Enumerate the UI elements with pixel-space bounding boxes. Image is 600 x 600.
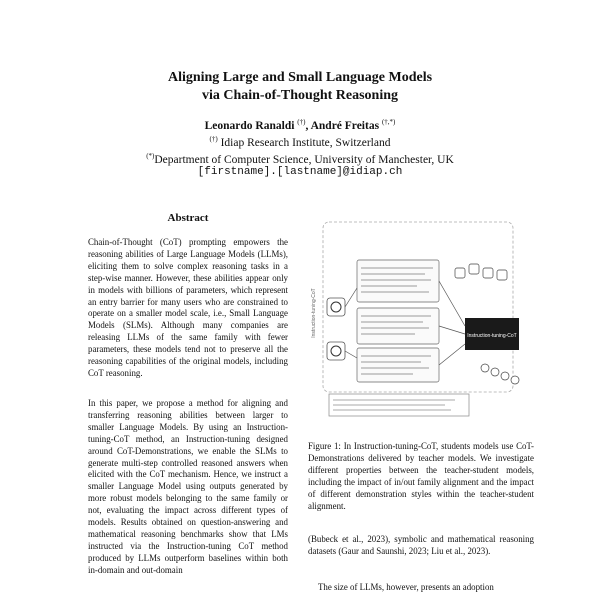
demonstration-panel-3: [357, 348, 439, 382]
figure-1-caption: Figure 1: In Instruction-tuning-CoT, students models use CoT-Demonstrations delivered by teacher models. We investigate different properties between the teacher-student models, including the impact of in/out family alignment and the impact of different demonstration styles within the teacher-student alignment.: [308, 441, 534, 511]
author-1: Leonardo Ranaldi: [204, 119, 295, 132]
abstract-paragraph-1: Chain-of-Thought (CoT) prompting empowers the reasoning abilities of Large Language Models (LLMs), eliciting them to solve complex reasoning tasks in a step-wise manner. However, these abilities appear only in models with billions of parameters, which represent an entry barrier for many users who are constrained to operate on a smaller model scale, i.e., Small Language Models (SLMs). Although many companies are releasing LLMs of the same family with fewer parameters, these models tend not to preserve all the reasoning capabilities of the original models, including CoT reasoning.: [88, 237, 288, 378]
student-models-icons-top: [455, 264, 507, 280]
teacher-model-icon-1: [327, 298, 345, 316]
right-column-paragraph-2: The size of LLMs, however, presents an adoption: [318, 582, 494, 592]
right-column-paragraph-1: (Bubeck et al., 2023), symbolic and mathematical reasoning datasets (Gaur and Saunshi, 2023; Liu et al., 2023).: [308, 534, 534, 556]
demonstration-panel-2: [357, 308, 439, 344]
author-1-affiliation-mark: (†): [297, 118, 306, 126]
demonstration-panel-1: [357, 260, 439, 302]
affiliation-1-mark: (†): [209, 135, 218, 143]
paper-title-line-1: Aligning Large and Small Language Models: [167, 70, 433, 85]
arrow: [439, 281, 465, 326]
affiliation-2: [0, 152, 600, 166]
affiliation-1-text: Idiap Research Institute, Switzerland: [217, 136, 391, 149]
teacher-model-icon-2: [327, 342, 345, 360]
instruction-tuning-cot-box-label: Instruction-tuning-CoT: [467, 333, 517, 339]
abstract-paragraph-2: In this paper, we propose a method for aligning and transferring reasoning abilities between larger to smaller Language Models. By using an Instruction-tuning-CoT method, an Instruction-tuning designed around CoT-Demonstrations, we enable the SLMs to generate multi-step controlled reasoned answers when elicited with the CoT mechanism. Hence, we instruct a smaller Language Model using outputs generated by more robust models belonging to the same family or not, evaluating the impact across different types of models. Results obtained on question-answering and mathematical reasoning benchmarks show that LMs instructed via the Instruction-tuning CoT method produced by LLMs outperform baselines within both in-domain and out-domain: [88, 398, 288, 575]
author-2-affiliation-mark: (†,*): [381, 118, 396, 126]
figure-side-label: Instruction-tuning-CoT: [311, 288, 317, 338]
author-2: André Freitas: [310, 119, 380, 132]
arrow: [439, 344, 465, 365]
affiliation-2-mark: (*): [146, 152, 155, 160]
affiliation-1: [0, 135, 600, 149]
figure-1-diagram: [305, 218, 537, 418]
paper-title-line-2: via Chain-of-Thought Reasoning: [201, 88, 399, 103]
abstract-heading: Abstract: [167, 212, 209, 224]
arrow: [345, 351, 357, 358]
output-examples-box: [329, 394, 469, 416]
author-email: [firstname].[lastname]@idiap.ch: [197, 166, 403, 178]
authors: [0, 118, 600, 132]
author-separator: ,: [305, 119, 311, 132]
arrow: [345, 288, 357, 307]
affiliation-2-text: Department of Computer Science, University of Manchester, UK: [154, 153, 454, 166]
arrow: [439, 326, 465, 334]
